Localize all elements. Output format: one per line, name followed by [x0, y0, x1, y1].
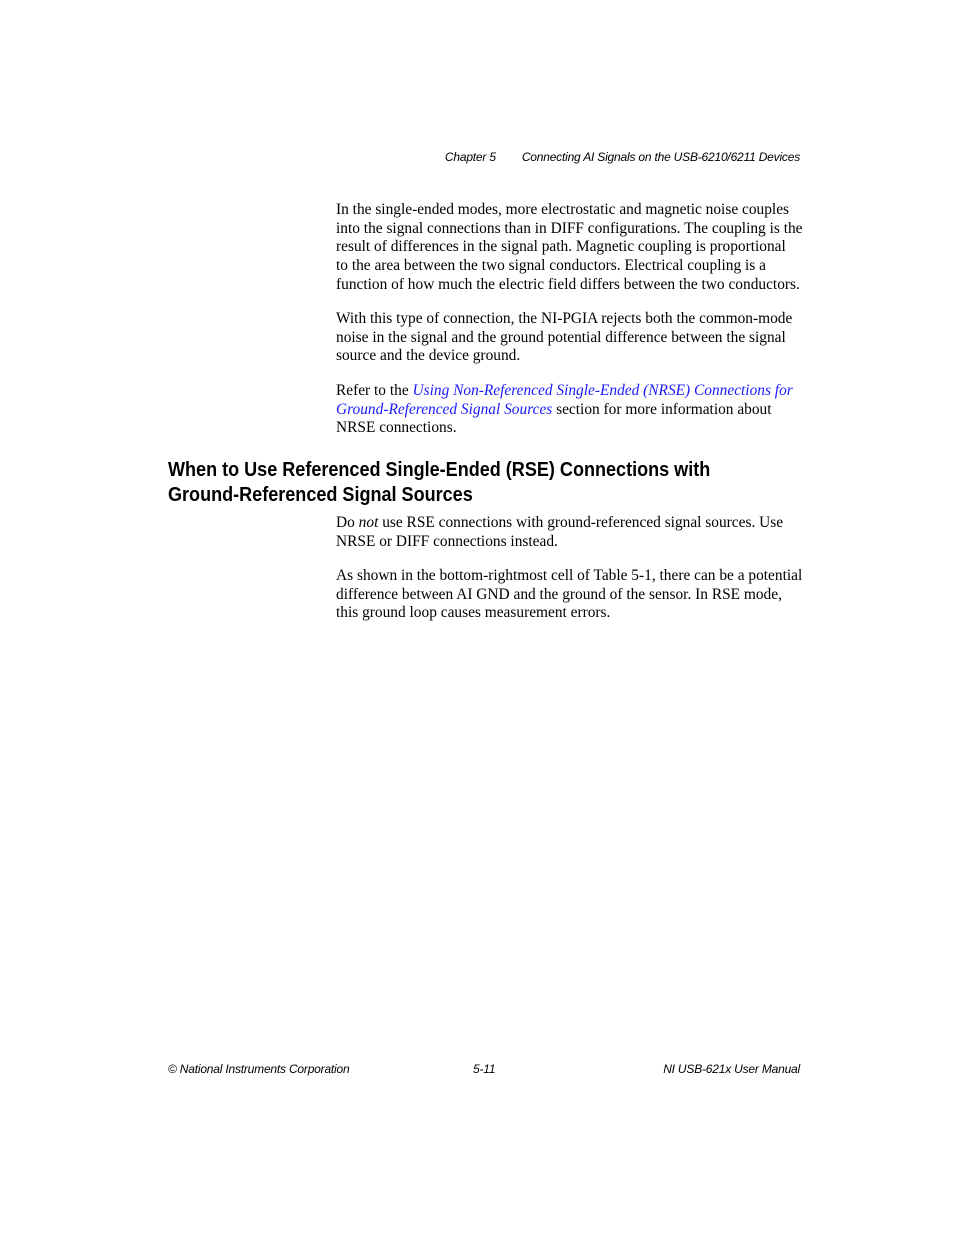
- text-line: As shown in the bottom-rightmost cell of Table 5-1, there can be a potential: [336, 567, 803, 584]
- text-fragment: Refer to the: [336, 382, 413, 399]
- footer-copyright: © National Instruments Corporation: [168, 1062, 350, 1076]
- text-line: difference between AI GND and the ground of the sensor. In RSE mode,: [336, 585, 782, 603]
- paragraph-noise-coupling: [336, 201, 806, 295]
- paragraph-do-not-use-rse: [336, 514, 806, 551]
- text-line: source and the device ground.: [336, 347, 521, 365]
- paragraph-ground-loop: [336, 567, 806, 623]
- header-chapter: Chapter 5: [444, 150, 496, 164]
- paragraph-refer-nrse: [336, 382, 806, 438]
- paragraph-ni-pgia: [336, 310, 806, 366]
- emphasis-not: not: [358, 514, 379, 531]
- text-line: noise in the signal and the ground potential difference between the signal: [336, 328, 786, 346]
- text-line: NRSE connections.: [336, 419, 457, 437]
- text-line: function of how much the electric field differs between the two conductors.: [336, 275, 800, 293]
- text-fragment: use RSE connections with ground-referenced signal sources. Use: [378, 514, 784, 531]
- section-heading: [168, 457, 731, 507]
- running-header: [445, 150, 800, 164]
- text-line: to the area between the two signal conductors. Electrical coupling is a: [336, 257, 766, 275]
- text-line: result of differences in the signal path. Magnetic coupling is proportional: [336, 238, 786, 256]
- heading-line: When to Use Referenced Single-Ended (RSE) Connections with: [168, 458, 711, 481]
- footer-manual-title: NI USB-621x User Manual: [663, 1062, 800, 1076]
- text-fragment: section for more information about: [552, 400, 772, 418]
- footer-page-number: 5-11: [473, 1062, 496, 1076]
- text-line: into the signal connections than in DIFF configurations. The coupling is the: [336, 219, 803, 237]
- text-line: NRSE or DIFF connections instead.: [336, 532, 558, 550]
- header-title: Connecting AI Signals on the USB-6210/6211 Devices: [521, 150, 800, 164]
- nrse-section-link[interactable]: Using Non-Referenced Single-Ended (NRSE) Connections for: [412, 382, 793, 399]
- text-fragment: Do: [336, 514, 359, 531]
- text-line: With this type of connection, the NI-PGIA rejects both the common-mode: [336, 310, 793, 327]
- nrse-section-link-continued[interactable]: Ground-Referenced Signal Sources: [336, 400, 553, 418]
- text-line: In the single-ended modes, more electrostatic and magnetic noise couples: [336, 201, 790, 218]
- heading-line: Ground-Referenced Signal Sources: [168, 483, 473, 506]
- text-line: this ground loop causes measurement errors.: [336, 604, 611, 622]
